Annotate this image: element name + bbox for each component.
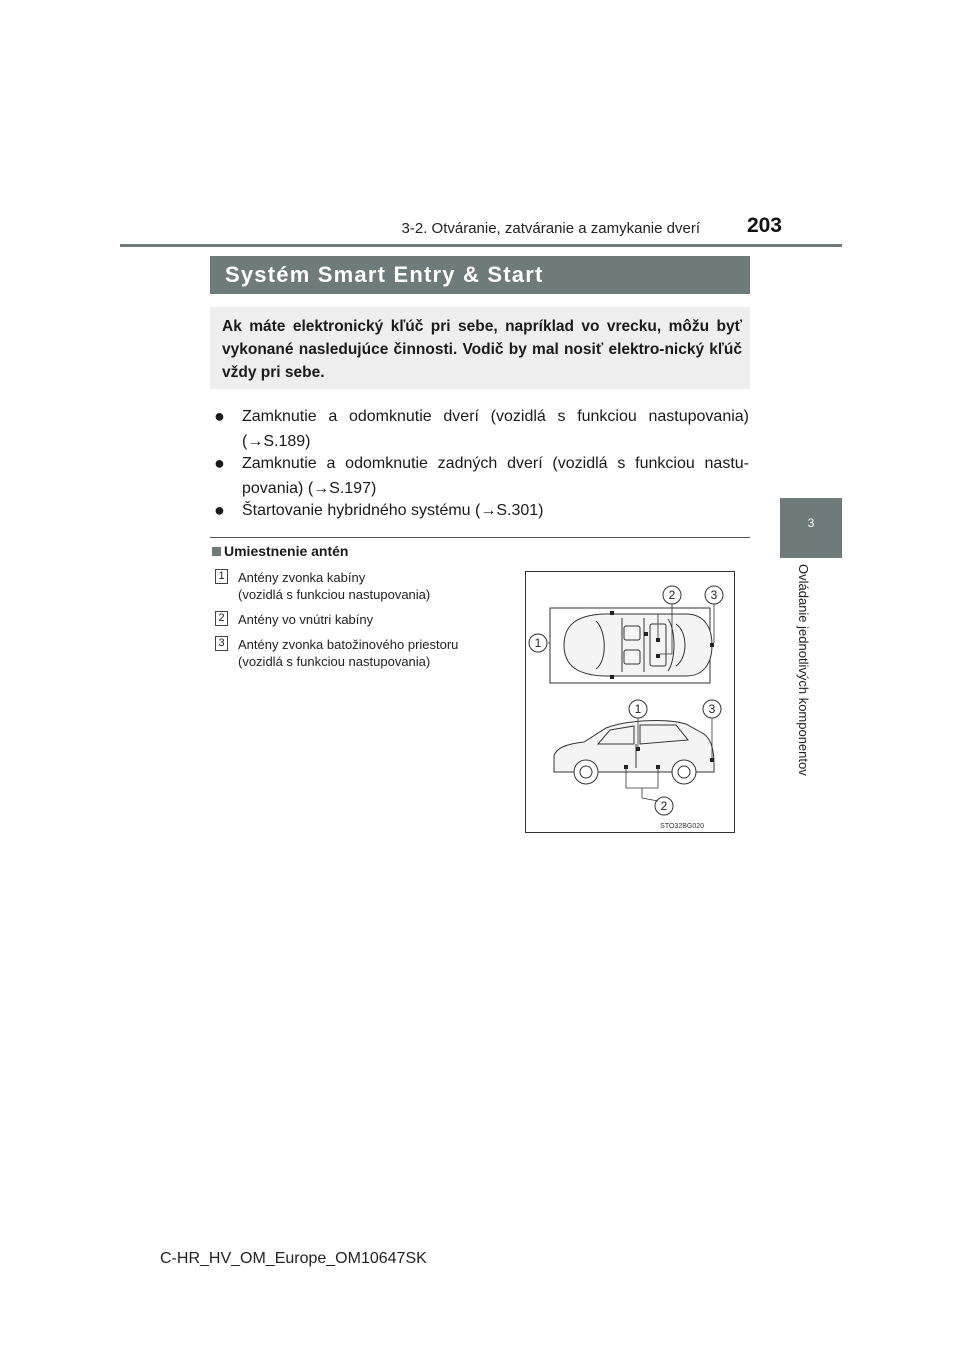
legend-number: 1 xyxy=(215,569,228,584)
bullet-icon: ● xyxy=(214,453,225,473)
car-top-view-icon xyxy=(564,614,712,676)
antenna-marker xyxy=(656,654,660,658)
antenna-marker xyxy=(636,747,640,751)
callout-number: 3 xyxy=(708,702,716,716)
bullet-item xyxy=(214,498,749,523)
callout-number: 1 xyxy=(634,702,642,716)
callout-number: 2 xyxy=(668,588,676,602)
bullet-text: Zamknutie a odomknutie dverí (vozidlá s funkciou nastupovania) (→S.189) xyxy=(242,408,749,450)
document-footer: C-HR_HV_OM_Europe_OM10647SK xyxy=(160,1250,427,1267)
intro-text: Ak máte elektronický kľúč pri sebe, napríklad vo vrecku, môžu byť vykonané nasledujúce činnosti. Vodič by mal nosiť elektro-nický kľúč vždy pri sebe. xyxy=(222,318,742,381)
bullet-text: Zamknutie a odomknutie zadných dverí (vozidlá s funkciou nastu-povania) (→S.197) xyxy=(242,455,749,497)
legend-line: (vozidlá s funkciou nastupovania) xyxy=(238,654,431,669)
legend-item xyxy=(238,636,508,670)
callout-2-icon xyxy=(655,797,673,815)
callout-3-icon xyxy=(703,700,721,718)
chapter-number: 3 xyxy=(807,516,815,530)
bullet-item xyxy=(214,404,749,454)
legend-line: Antény zvonka batožinového priestoru xyxy=(238,637,459,652)
callout-number: 1 xyxy=(534,636,542,650)
antenna-location-figure xyxy=(525,571,735,833)
antenna-marker xyxy=(644,632,648,636)
legend-line: (vozidlá s funkciou nastupovania) xyxy=(238,587,431,602)
antenna-marker xyxy=(624,765,628,769)
header-rule xyxy=(120,244,842,247)
bullet-icon: ● xyxy=(214,406,225,426)
bullet-item xyxy=(214,451,749,501)
callout-3-icon xyxy=(705,586,723,604)
callout-2-icon xyxy=(663,586,681,604)
legend-number: 2 xyxy=(215,611,228,626)
section-divider xyxy=(210,537,750,538)
callout-number: 2 xyxy=(660,799,668,813)
car-side-view-icon xyxy=(554,721,714,784)
legend-item xyxy=(238,611,508,628)
subheading: Umiestnenie antén xyxy=(224,543,349,559)
legend-line: Antény vo vnútri kabíny xyxy=(238,612,374,627)
bullet-icon: ● xyxy=(214,500,225,520)
chapter-label: Ovládanie jednotlivých komponentov xyxy=(796,564,811,776)
callout-1-icon xyxy=(529,634,547,652)
subheading-square-icon xyxy=(212,547,221,556)
callout-1-icon xyxy=(629,700,647,718)
antenna-marker xyxy=(610,675,614,679)
antenna-marker xyxy=(710,643,714,647)
figure-code: STO32BG020 xyxy=(660,823,704,830)
antenna-marker xyxy=(710,758,714,762)
section-title: 3-2. Otváranie, zatváranie a zamykanie dverí xyxy=(401,220,700,237)
antenna-marker xyxy=(610,611,614,615)
page-number: 203 xyxy=(746,214,782,237)
antenna-marker xyxy=(656,638,660,642)
page-title: Systém Smart Entry & Start xyxy=(225,262,544,287)
antenna-marker xyxy=(656,765,660,769)
bullet-text: Štartovanie hybridného systému (→S.301) xyxy=(242,502,544,519)
legend-number: 3 xyxy=(215,636,228,651)
legend-item xyxy=(238,569,508,603)
legend-line: Antény zvonka kabíny xyxy=(238,570,366,585)
callout-number: 3 xyxy=(710,588,718,602)
